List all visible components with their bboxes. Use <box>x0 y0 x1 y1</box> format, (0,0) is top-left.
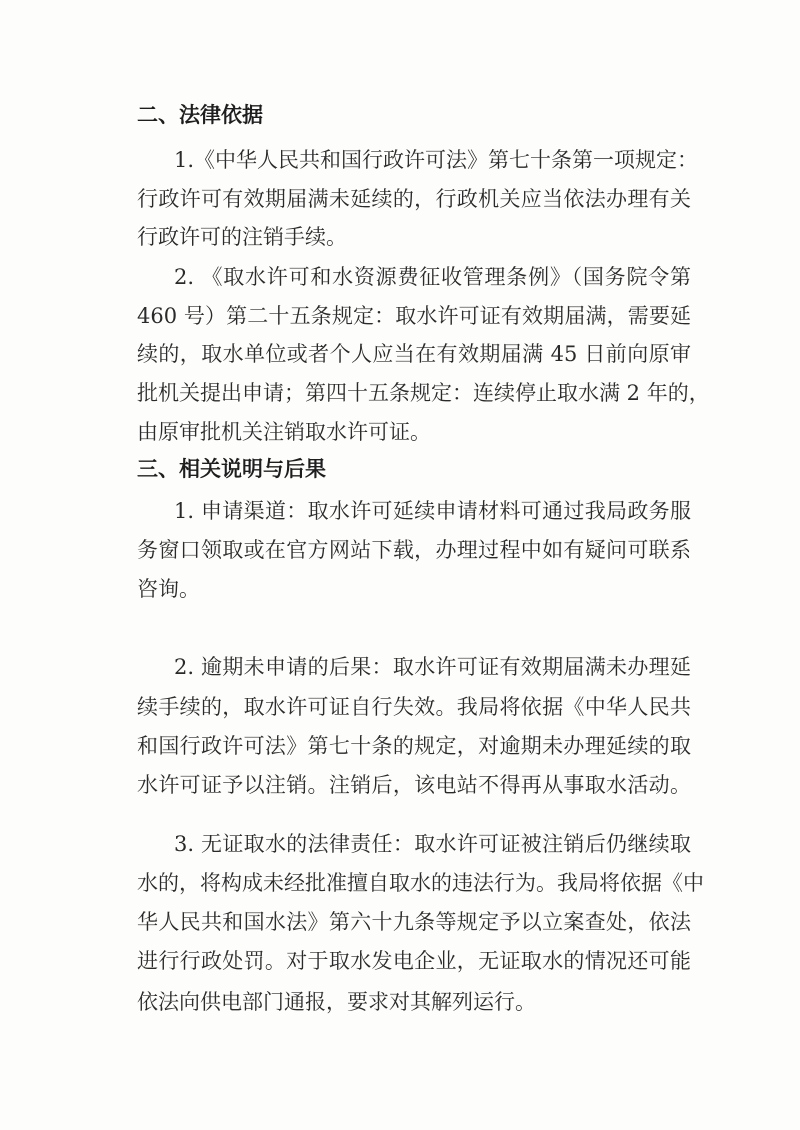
paragraph-line: 2. 《取水许可和水资源费征收管理条例》（国务院令第 <box>174 265 691 289</box>
paragraph-line: 3. 无证取水的法律责任：取水许可证被注销后仍继续取 <box>174 832 691 856</box>
paragraph-line: 批机关提出申请；第四十五条规定：连续停止取水满 2 年的， <box>137 381 710 405</box>
paragraph-line: 进行行政处罚。对于取水发电企业，无证取水的情况还可能 <box>137 949 691 973</box>
paragraph-line: 续的，取水单位或者个人应当在有效期届满 45 日前向原审 <box>137 342 691 366</box>
section-heading-legal-basis: 二、法律依据 <box>137 103 263 127</box>
paragraph-line: 由原审批机关注销取水许可证。 <box>137 420 431 444</box>
paragraph-line: 2. 逾期未申请的后果：取水许可证有效期届满未办理延 <box>174 655 691 679</box>
paragraph-line: 1.《中华人民共和国行政许可法》第七十条第一项规定： <box>174 148 699 172</box>
paragraph-line: 和国行政许可法》第七十条的规定，对逾期未办理延续的取 <box>137 734 691 758</box>
paragraph-line: 行政许可的注销手续。 <box>137 225 347 249</box>
paragraph-line: 460 号）第二十五条规定：取水许可证有效期届满，需要延 <box>137 304 691 328</box>
paragraph-line: 水的，将构成未经批准擅自取水的违法行为。我局将依据《中 <box>137 871 704 895</box>
paragraph-line: 依法向供电部门通报，要求对其解列运行。 <box>137 990 536 1014</box>
paragraph-line: 华人民共和国水法》第六十九条等规定予以立案查处，依法 <box>137 910 691 934</box>
paragraph-line: 咨询。 <box>137 577 200 601</box>
paragraph-line: 行政许可有效期届满未延续的，行政机关应当依法办理有关 <box>137 187 691 211</box>
section-heading-notes-consequences: 三、相关说明与后果 <box>137 457 326 481</box>
paragraph-line: 水许可证予以注销。注销后，该电站不得再从事取水活动。 <box>137 773 691 797</box>
paragraph-line: 务窗口领取或在官方网站下载，办理过程中如有疑问可联系 <box>137 538 691 562</box>
paragraph-line: 续手续的，取水许可证自行失效。我局将依据《中华人民共 <box>137 695 691 719</box>
paragraph-line: 1. 申请渠道：取水许可延续申请材料可通过我局政务服 <box>174 499 691 523</box>
